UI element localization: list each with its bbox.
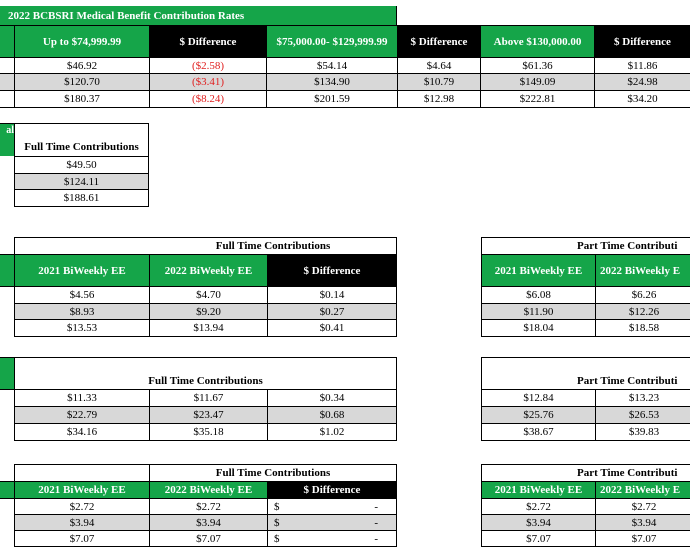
summary-stub-rows [0,156,15,207]
value-cell: $61.36 [480,57,595,74]
value-cell: $34.20 [594,90,690,108]
value-cell: $3.94 [481,514,596,531]
value-cell: $11.33 [14,389,150,407]
currency-symbol: $ [274,500,280,513]
value-cell: $12.84 [481,389,596,407]
value-cell: $39.83 [595,423,690,441]
section-3-title: Full Time Contributions [149,464,397,482]
header-tier-1: Up to $74,999.99 [14,25,150,58]
value-cell: $24.98 [594,73,690,91]
s3-pt-header-2022: 2022 BiWeekly E [595,481,690,499]
value-cell: $11.90 [481,303,596,320]
summary-header: Full Time Contributions [24,141,139,153]
value-cell: $0.41 [267,319,397,337]
value-cell: $35.18 [149,423,268,441]
value-cell: $201.59 [266,90,398,108]
value-cell: ($2.58) [149,57,267,74]
accounting-cell [267,514,397,531]
value-cell: $134.90 [266,73,398,91]
value-cell: $4.56 [14,286,150,304]
value-cell: $2.72 [595,498,690,515]
value-cell: $3.94 [595,514,690,531]
s3-pt-title: Part Time Contributi [481,464,690,482]
value-cell: $1.02 [267,423,397,441]
value-cell: $13.23 [595,389,690,407]
value-cell: $22.79 [14,406,150,424]
value-cell: $7.07 [149,530,268,547]
value-cell: $2.72 [149,498,268,515]
s3-header-diff: $ Difference [267,481,397,499]
section-2-title: Full Time Contributions [148,375,263,387]
accounting-cell [267,530,397,547]
value-cell: $3.94 [149,514,268,531]
header-diff-3: $ Difference [594,25,690,58]
s3-header-2021: 2021 BiWeekly EE [14,481,150,499]
value-cell: $34.16 [14,423,150,441]
value-cell: $54.14 [266,57,398,74]
value-cell: $0.68 [267,406,397,424]
value-cell: $2.72 [481,498,596,515]
s1-pt-title: Part Time Contributi [481,237,690,255]
value-cell: $7.07 [481,530,596,547]
section-1-title: Full Time Contributions [149,237,397,255]
s1-header-2022: 2022 BiWeekly EE [149,254,268,287]
value-cell: $4.64 [397,57,481,74]
value-cell: ($3.41) [149,73,267,91]
value-cell: $23.47 [149,406,268,424]
value-cell: $7.07 [14,530,150,547]
value-cell: $7.07 [595,530,690,547]
value-cell: ($8.24) [149,90,267,108]
s1-pt-header-2022: 2022 BiWeekly E [595,254,690,287]
value-cell: $26.53 [595,406,690,424]
currency-symbol: $ [274,532,280,545]
value-cell: $3.94 [14,514,150,531]
value-cell: $12.26 [595,303,690,320]
dash-value: - [374,532,378,545]
value-cell: $0.14 [267,286,397,304]
summary-header-stub: al [0,123,15,157]
value-cell: $12.98 [397,90,481,108]
value-cell: $149.09 [480,73,595,91]
section-1-title-left [14,237,150,255]
dash-value: - [374,500,378,513]
section-1-stub [0,254,15,287]
value-cell: $38.67 [481,423,596,441]
value-cell: $6.26 [595,286,690,304]
dash-value: - [374,516,378,529]
value-cell: $4.70 [149,286,268,304]
s1-pt-header-2021: 2021 BiWeekly EE [481,254,596,287]
header-diff-1: $ Difference [149,25,267,58]
header-tier-2: $75,000.00- $129,999.99 [266,25,398,58]
section-2-stub [0,357,15,390]
section-3-title-left [14,464,150,482]
s1-header-2021: 2021 BiWeekly EE [14,254,150,287]
value-cell: $18.04 [481,319,596,337]
currency-symbol: $ [274,516,280,529]
row-stub [0,73,15,91]
header-tier-3: Above $130,000.00 [480,25,595,58]
s2-pt-title: Part Time Contributi [577,375,678,387]
row-stub [0,90,15,108]
value-cell: $46.92 [14,57,150,74]
value-cell: $120.70 [14,73,150,91]
header-diff-2: $ Difference [397,25,481,58]
value-cell: $11.67 [149,389,268,407]
value-cell: $13.94 [149,319,268,337]
summary-cell: $188.61 [14,189,149,207]
row-label-header-stub [0,25,15,58]
value-cell: $11.86 [594,57,690,74]
value-cell: $13.53 [14,319,150,337]
s1-header-diff: $ Difference [267,254,397,287]
s3-pt-header-2021: 2021 BiWeekly EE [481,481,596,499]
value-cell: $25.76 [481,406,596,424]
row-stub [0,57,15,74]
summary-cell: $49.50 [14,156,149,174]
value-cell: $0.27 [267,303,397,320]
value-cell: $180.37 [14,90,150,108]
section-3-stub [0,481,15,499]
value-cell: $9.20 [149,303,268,320]
accounting-cell [267,498,397,515]
value-cell: $10.79 [397,73,481,91]
medical-rates-title: 2022 BCBSRI Medical Benefit Contribution Rates [0,6,397,26]
value-cell: $8.93 [14,303,150,320]
summary-cell: $124.11 [14,173,149,190]
s3-header-2022: 2022 BiWeekly EE [149,481,268,499]
value-cell: $18.58 [595,319,690,337]
value-cell: $0.34 [267,389,397,407]
value-cell: $2.72 [14,498,150,515]
value-cell: $6.08 [481,286,596,304]
value-cell: $222.81 [480,90,595,108]
